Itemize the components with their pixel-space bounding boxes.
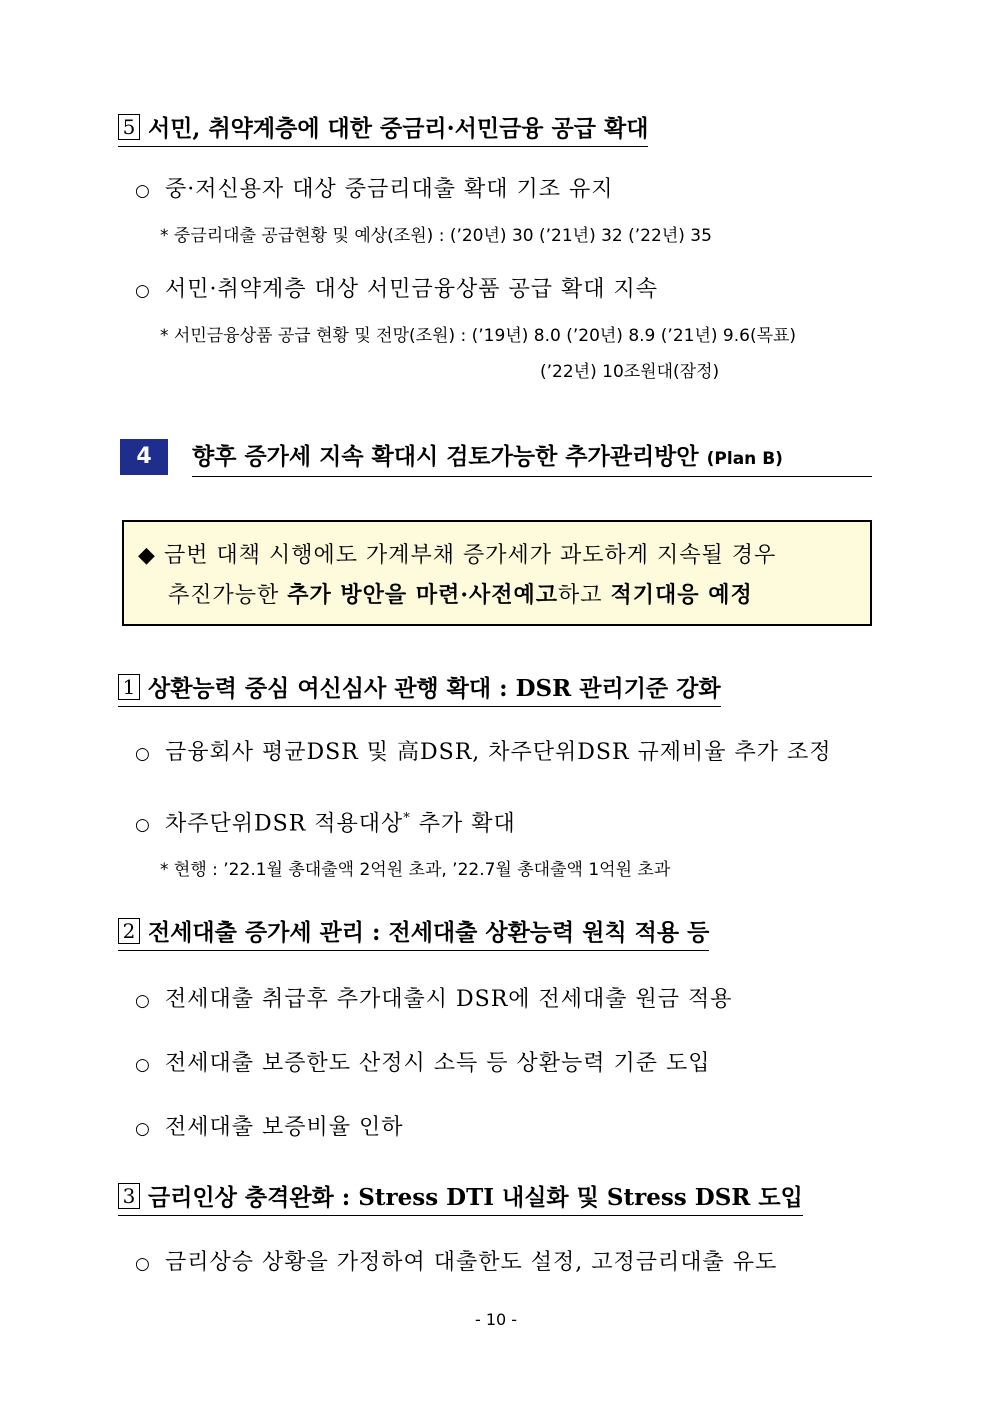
bullet-item xyxy=(135,1049,711,1080)
item-number: 3 xyxy=(118,1183,140,1209)
bullet-item xyxy=(135,275,658,306)
section-number: 5 xyxy=(118,114,140,140)
section-title: 서민, 취약계층에 대한 중금리·서민금융 공급 확대 xyxy=(148,115,649,142)
chapter-title-suffix: (Plan B) xyxy=(706,449,783,469)
bullet-text: 차주단위DSR 적용대상 xyxy=(165,811,404,837)
section-5-heading xyxy=(118,114,648,147)
callout-line-2 xyxy=(168,578,753,609)
bullet-text: 서민·취약계층 대상 서민금융상품 공급 확대 지속 xyxy=(165,277,659,302)
bullet-text: 전세대출 보증비율 인하 xyxy=(165,1115,404,1140)
item-number: 2 xyxy=(118,918,140,944)
bullet-text: 중·저신용자 대상 중금리대출 확대 기조 유지 xyxy=(165,177,614,202)
footnote-continued: (’22년) 10조원대(잠정) xyxy=(540,362,720,382)
item-2-heading xyxy=(118,918,709,951)
diamond-bullet-icon: ◆ xyxy=(138,543,156,568)
circle-bullet-icon: ○ xyxy=(135,1119,151,1139)
callout-text: 추진가능한 xyxy=(168,583,288,608)
footnote: * 중금리대출 공급현황 및 예상(조원) : (’20년) 30 (’21년) 32 (’22년) 35 xyxy=(160,226,712,246)
bullet-text: 전세대출 취급후 추가대출시 DSR에 전세대출 원금 적용 xyxy=(165,987,733,1012)
callout-text: 금번 대책 시행에도 가계부채 증가세가 과도하게 지속될 경우 xyxy=(164,543,777,568)
circle-bullet-icon: ○ xyxy=(135,744,151,764)
bullet-text-tail: 추가 확대 xyxy=(410,811,516,837)
footnote: * 서민금융상품 공급 현황 및 전망(조원) : (’19년) 8.0 (’20년) 8.9 (’21년) 9.6(목표) xyxy=(160,326,797,346)
item-title: 전세대출 증가세 관리 : 전세대출 상환능력 원칙 적용 등 xyxy=(148,919,710,946)
item-number: 1 xyxy=(118,674,140,700)
item-3-heading xyxy=(118,1183,803,1216)
circle-bullet-icon: ○ xyxy=(135,281,151,301)
circle-bullet-icon: ○ xyxy=(135,181,151,201)
page-number: - 10 - xyxy=(474,1310,518,1329)
bullet-item xyxy=(135,1248,777,1279)
chapter-number-badge: 4 xyxy=(120,439,168,475)
summary-callout-box xyxy=(122,520,872,626)
footnote-marker: * xyxy=(403,811,411,826)
callout-emphasis: 적기대응 예정 xyxy=(610,582,753,608)
footnote: * 현행 : ’22.1월 총대출액 2억원 초과, ’22.7월 총대출액 1억원 초과 xyxy=(160,860,671,880)
callout-emphasis: 추가 방안을 마련·사전예고 xyxy=(287,582,559,608)
circle-bullet-icon: ○ xyxy=(135,815,151,836)
bullet-item xyxy=(135,804,516,840)
circle-bullet-icon: ○ xyxy=(135,1254,151,1274)
chapter-title-text: 향후 증가세 지속 확대시 검토가능한 추가관리방안 xyxy=(192,444,699,470)
circle-bullet-icon: ○ xyxy=(135,1055,151,1075)
item-title: 상환능력 중심 여신심사 관행 확대 : DSR 관리기준 강화 xyxy=(148,675,721,702)
bullet-text: 금리상승 상황을 가정하여 대출한도 설정, 고정금리대출 유도 xyxy=(165,1250,778,1275)
bullet-item xyxy=(135,985,733,1016)
bullet-item xyxy=(135,1113,404,1144)
bullet-text: 금융회사 평균DSR 및 高DSR, 차주단위DSR 규제비율 추가 조정 xyxy=(165,740,832,765)
circle-bullet-icon: ○ xyxy=(135,991,151,1011)
item-1-heading xyxy=(118,674,721,707)
bullet-item xyxy=(135,175,614,206)
item-title: 금리인상 충격완화 : Stress DTI 내실화 및 Stress DSR 도입 xyxy=(148,1184,803,1211)
callout-line-1 xyxy=(138,538,776,569)
bullet-item xyxy=(135,738,832,769)
chapter-title xyxy=(192,440,872,477)
callout-text: 하고 xyxy=(558,583,611,608)
bullet-text: 전세대출 보증한도 산정시 소득 등 상환능력 기준 도입 xyxy=(165,1051,711,1076)
